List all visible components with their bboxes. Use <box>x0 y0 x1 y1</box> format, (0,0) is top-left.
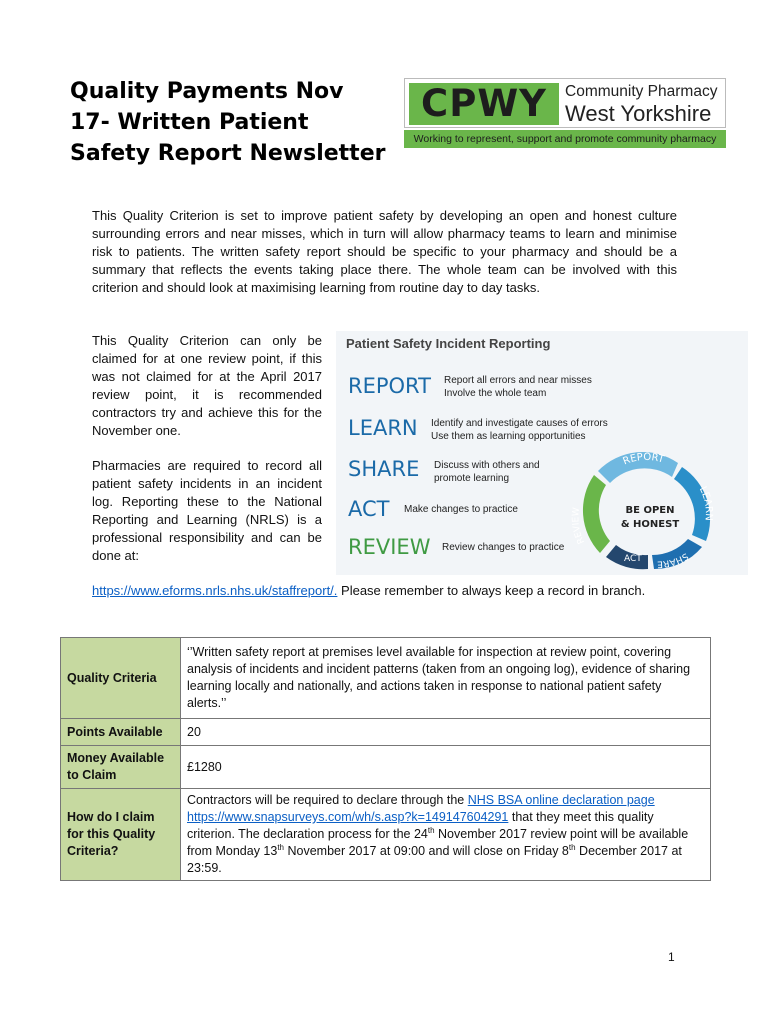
step-act-word: ACT <box>348 497 390 521</box>
infographic-title: Patient Safety Incident Reporting <box>346 336 551 351</box>
page-title: Quality Payments Nov 17- Written Patient Safety Report Newsletter <box>70 79 386 166</box>
cpwy-logo <box>404 78 726 148</box>
step-review-word: REVIEW <box>348 535 431 559</box>
nhs-bsa-link[interactable]: NHS BSA online declaration page <box>467 793 655 807</box>
step-share-desc1: Discuss with others and <box>434 460 540 471</box>
logo-frame <box>404 78 726 128</box>
cycle-diagram <box>558 441 728 573</box>
claim-mid2: November 2017 review point will be available from Monday 13 <box>187 827 689 858</box>
money-value: £1280 <box>181 746 711 789</box>
table-row <box>61 789 711 881</box>
step-learn-word: LEARN <box>348 416 418 440</box>
criteria-label: Quality Criteria <box>61 638 181 719</box>
cycle-label-share: SHARE <box>656 550 690 569</box>
nrls-link[interactable]: https://www.eforms.nrls.nhs.uk/staffreport/. <box>92 583 338 598</box>
points-value: 20 <box>181 719 711 746</box>
step-report-desc2: Involve the whole team <box>444 388 547 399</box>
claim-mid3: November 2017 at 09:00 and will close on Friday 8 <box>284 844 569 858</box>
cycle-center-line2: & HONEST <box>620 519 680 530</box>
money-label: Money Available to Claim <box>61 746 181 789</box>
cycle-label-report: REPORT <box>621 451 666 468</box>
logo-mark: CPWY <box>409 83 559 125</box>
cycle-label-review: REVIEW <box>571 507 588 546</box>
points-label: Points Available <box>61 719 181 746</box>
record-incidents-paragraph: Pharmacies are required to record all patient safety incidents in an incident log. Reporting these to the National Reporting and Learning (NRLS) is a professional responsibility and can be done at: <box>92 458 322 563</box>
record-note: Please remember to always keep a record in branch. <box>337 583 646 598</box>
claim-once-paragraph: This Quality Criterion can only be claimed for at one review point, if this was not claimed for at the April 2017 review point, it is recommended contractors try and achieve this for the November one. <box>92 333 322 438</box>
table-row <box>61 746 711 789</box>
claim-end: December 2017 at 23:59. <box>187 844 682 875</box>
nrls-paragraph <box>92 582 677 600</box>
claim-sup3: th <box>568 842 576 852</box>
step-learn-desc2: Use them as learning opportunities <box>431 431 586 442</box>
claim-mid: that they meet this quality criterion. The declaration process for the 24 <box>187 810 654 841</box>
cycle-label-learn: LEARN <box>696 484 714 522</box>
step-report-desc1: Report all errors and near misses <box>444 375 592 386</box>
step-share-word: SHARE <box>348 457 420 481</box>
cycle-center-line1: BE OPEN <box>625 505 675 516</box>
snapsurveys-link[interactable]: https://www.snapsurveys.com/wh/s.asp?k=149147604291 <box>187 810 509 824</box>
logo-line-community-pharmacy: Community Pharmacy <box>565 83 718 100</box>
cycle-segment-review <box>583 475 610 553</box>
page-number: 1 <box>668 950 675 964</box>
claim-label: How do I claim for this Quality Criteria? <box>61 789 181 881</box>
claim-sup1: th <box>427 825 435 835</box>
step-learn-desc1: Identify and investigate causes of errors <box>431 418 608 429</box>
table-row <box>61 719 711 746</box>
step-share-desc2: promote learning <box>434 473 510 484</box>
step-report-word: REPORT <box>348 374 431 398</box>
claim-sup2: th <box>277 842 284 852</box>
step-review-desc1: Review changes to practice <box>442 542 565 553</box>
table-row <box>61 638 711 719</box>
claim-pre: Contractors will be required to declare through the <box>187 793 468 807</box>
step-act-desc1: Make changes to practice <box>404 504 518 515</box>
intro-paragraph: This Quality Criterion is set to improve patient safety by developing an open and honest culture surrounding errors and near misses, which in turn will allow pharmacy teams to learn and minimise risk to patients. The written safety report should be specific to your pharmacy and should be a summary that reflects the events taking place there. The whole team can be involved with this criterion and should look at maximising learning from routine day to day tasks. <box>92 208 677 295</box>
cycle-label-act: ACT <box>624 554 642 564</box>
logo-line-west-yorkshire: West Yorkshire <box>565 101 712 126</box>
claim-text <box>181 789 711 881</box>
logo-tagline: Working to represent, support and promote community pharmacy <box>404 130 726 148</box>
criteria-text: ‘’Written safety report at premises level available for inspection at review point, covering analysis of incidents and incident patterns (taken from an ongoing log), evidence of sharing learning locally and nationally, and actions taken in response to national patient safety alerts.’’ <box>181 638 711 719</box>
quality-criteria-table <box>60 637 711 881</box>
incident-reporting-infographic <box>336 331 748 575</box>
